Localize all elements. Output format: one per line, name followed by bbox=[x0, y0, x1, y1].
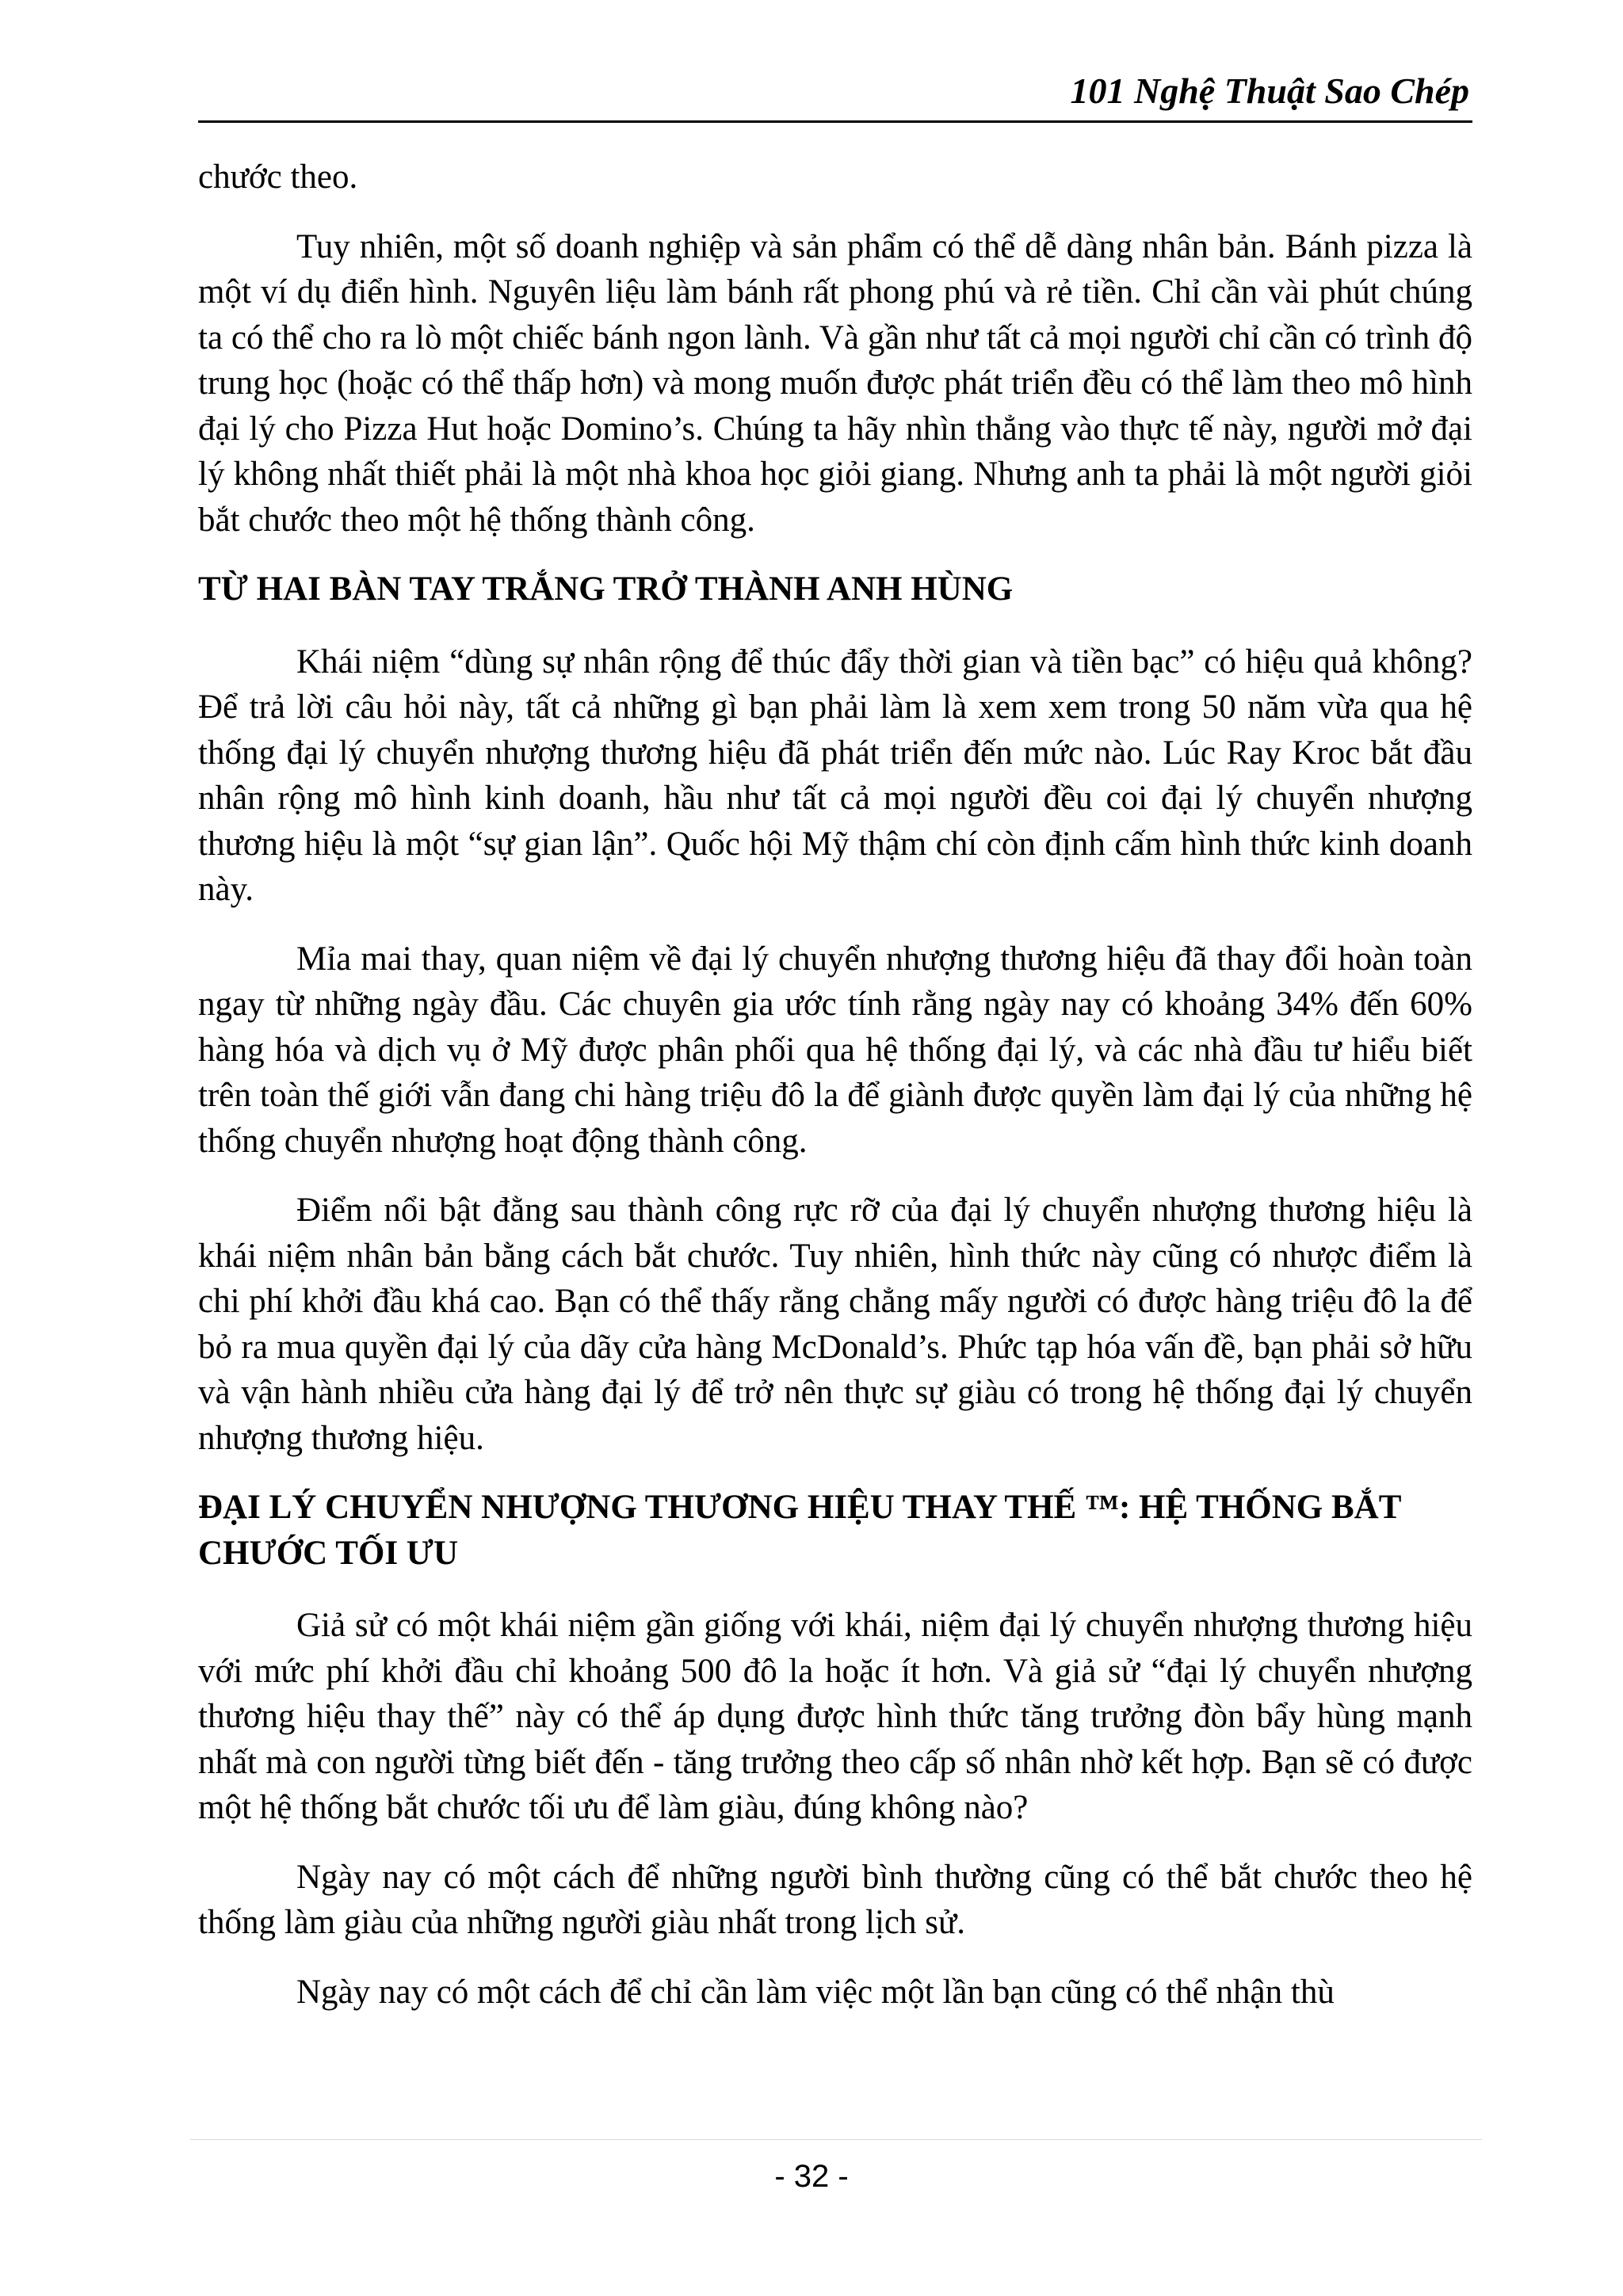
running-header-title: 101 Nghệ Thuật Sao Chép bbox=[1070, 71, 1469, 111]
paragraph-franchise-statistics: Mỉa mai thay, quan niệm về đại lý chuyển nhượng thương hiệu đã thay đổi hoàn toàn ngay từ những ngày đầu. Các chuyên gia ước tính rằng ngày nay có khoảng 34% đến 60% hàng hóa và dịch vụ ở Mỹ được phân phối qua hệ thống đại lý, và các nhà đầu tư hiểu biết trên toàn thế giới vẫn đang chi hàng triệu đô la để giành được quyền làm đại lý của những hệ thống chuyển nhượng hoạt động thành công. bbox=[198, 940, 1472, 1160]
section-heading-hero: TỪ HAI BÀN TAY TRẮNG TRỞ THÀNH ANH HÙNG bbox=[198, 570, 1014, 608]
page-number: - 32 - bbox=[774, 2159, 849, 2194]
page-body bbox=[198, 154, 1472, 2039]
header-divider bbox=[198, 120, 1472, 123]
paragraph-franchise-drawback: Điểm nổi bật đằng sau thành công rực rỡ của đại lý chuyển nhượng thương hiệu là khái niệm nhân bản bằng cách bắt chước. Tuy nhiên, hình thức này cũng có nhược điểm là chi phí khởi đầu khá cao. Bạn có thể thấy rằng chẳng mấy người có được hàng triệu đô la để bỏ ra mua quyền đại lý của dãy cửa hàng McDonald’s. Phức tạp hóa vấn đề, bạn phải sở hữu và vận hành nhiều cửa hàng đại lý để trở nên thực sự giàu có trong hệ thống đại lý chuyển nhượng thương hiệu. bbox=[198, 1192, 1472, 1457]
paragraph-pizza-example: Tuy nhiên, một số doanh nghiệp và sản phẩm có thể dễ dàng nhân bản. Bánh pizza là một ví dụ điển hình. Nguyên liệu làm bánh rất phong phú và rẻ tiền. Chỉ cần vài phút chúng ta có thể cho ra lò một chiếc bánh ngon lành. Và gần như tất cả mọi người chỉ cần có trình độ trung học (hoặc có thể thấp hơn) và mong muốn được phát triển đều có thể làm theo mô hình đại lý cho Pizza Hut hoặc Domino’s. Chúng ta hãy nhìn thẳng vào thực tế này, người mở đại lý không nhất thiết phải là một nhà khoa học giỏi giang. Nhưng anh ta phải là một người giỏi bắt chước theo một hệ thống thành công. bbox=[198, 227, 1472, 539]
paragraph-work-once: Ngày nay có một cách để chỉ cần làm việc một lần bạn cũng có thể nhận thù bbox=[296, 1973, 1335, 2011]
paragraph-ordinary-people: Ngày nay có một cách để những người bình thường cũng có thể bắt chước theo hệ thống làm giàu của những người giàu nhất trong lịch sử. bbox=[198, 1858, 1472, 1941]
paragraph-replication-concept: Khái niệm “dùng sự nhân rộng để thúc đẩy thời gian và tiền bạc” có hiệu quả không? Để trả lời câu hỏi này, tất cả những gì bạn phải làm là xem xem trong 50 năm vừa qua hệ thống đại lý chuyển nhượng thương hiệu đã phát triển đến mức nào. Lúc Ray Kroc bắt đầu nhân rộng mô hình kinh doanh, hầu như tất cả mọi người đều coi đại lý chuyển nhượng thương hiệu là một “sự gian lận”. Quốc hội Mỹ thậm chí còn định cấm hình thức kinh doanh này. bbox=[198, 643, 1472, 908]
paragraph-alternative-franchise: Giả sử có một khái niệm gần giống với khái, niệm đại lý chuyển nhượng thương hiệu với mức phí khởi đầu chỉ khoảng 500 đô la hoặc ít hơn. Và giả sử “đại lý chuyển nhượng thương hiệu thay thế” này có thể áp dụng được hình thức tăng trưởng đòn bẩy hùng mạnh nhất mà con người từng biết đến - tăng trưởng theo cấp số nhân nhờ kết hợp. Bạn sẽ có được một hệ thống bắt chước tối ưu để làm giàu, đúng không nào? bbox=[198, 1607, 1472, 1826]
continued-paragraph: chước theo. bbox=[198, 158, 358, 196]
section-heading-alternative-franchise: ĐẠI LÝ CHUYỂN NHƯỢNG THƯƠNG HIỆU THAY THẾ ™: HỆ THỐNG BẮT CHƯỚC TỐI ƯU bbox=[198, 1489, 1401, 1572]
footer-divider bbox=[190, 2139, 1482, 2140]
